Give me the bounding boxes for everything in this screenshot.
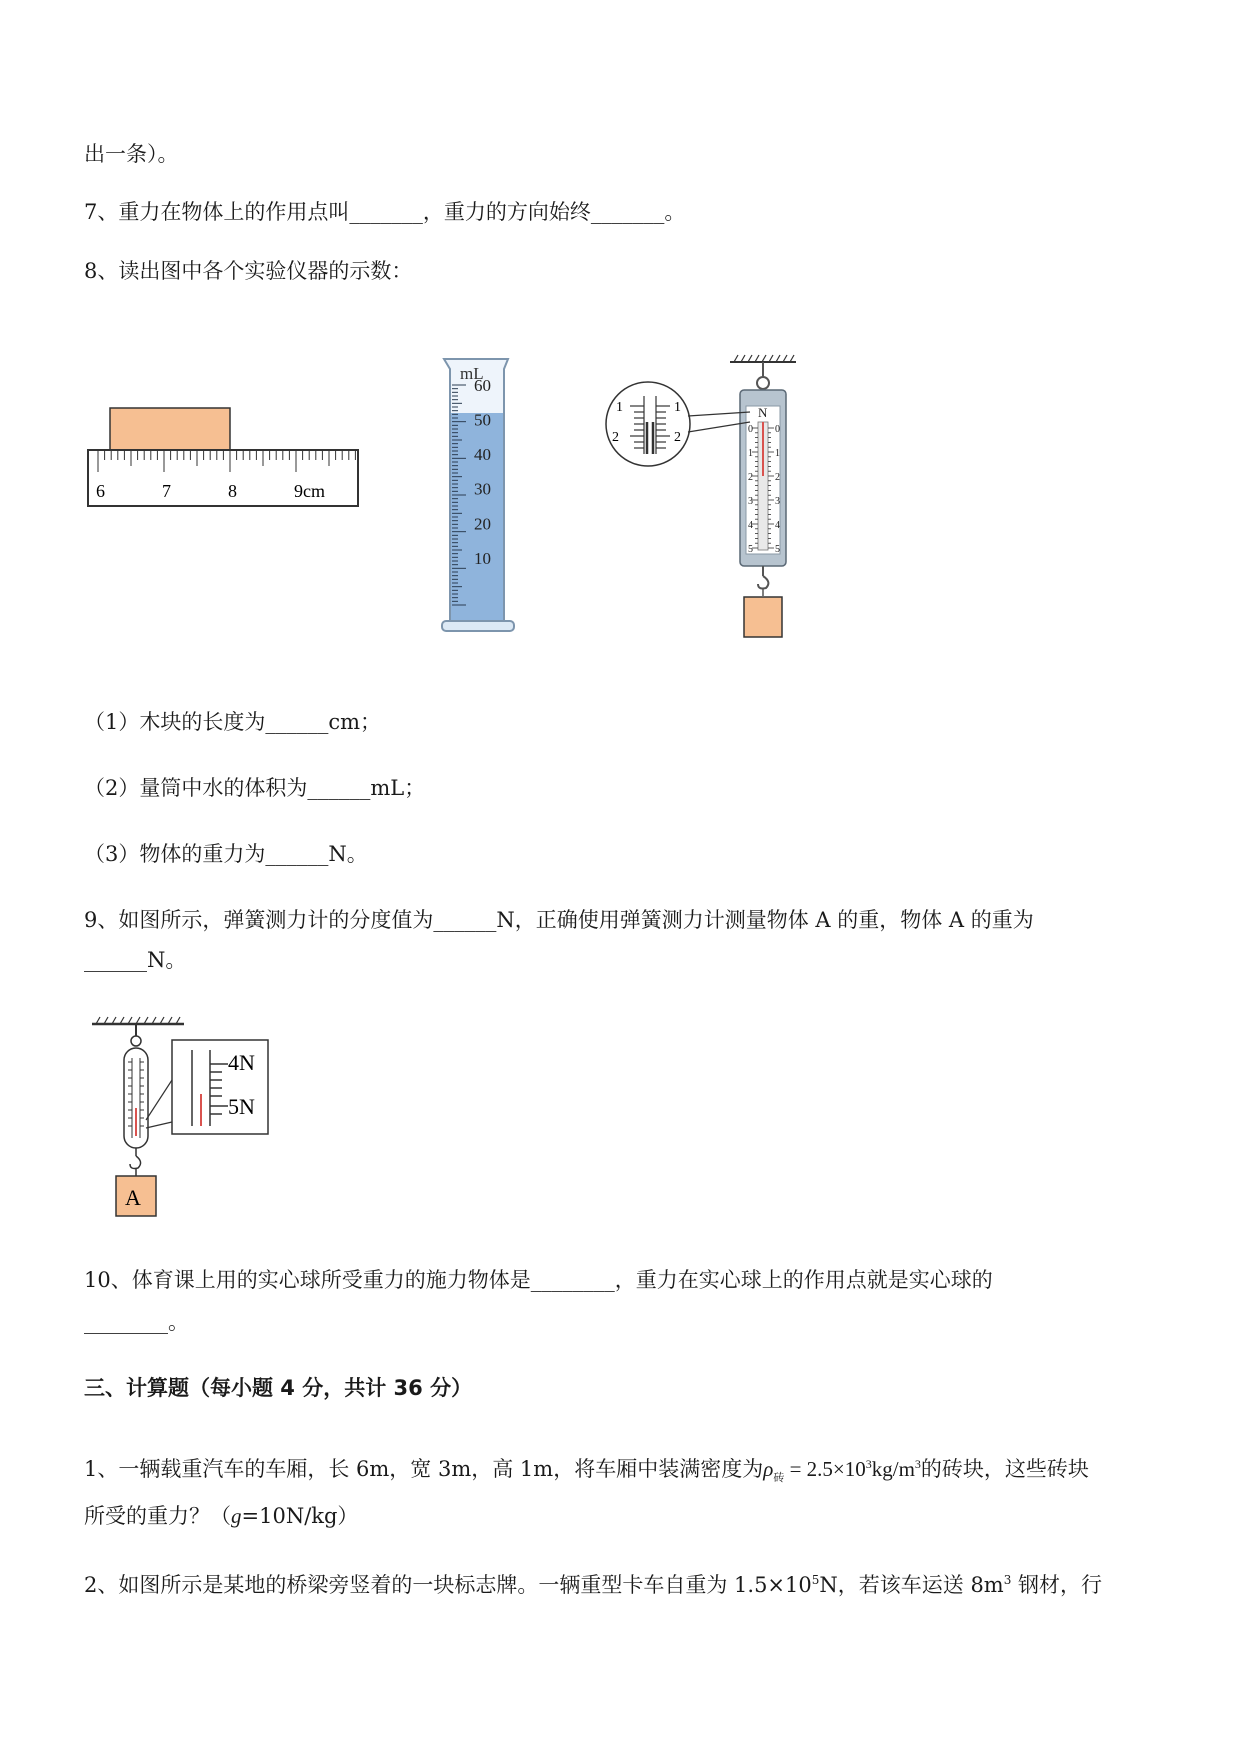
q9-block-label: A xyxy=(125,1185,141,1210)
density-exponent: 3 xyxy=(865,1457,872,1471)
scale-ring xyxy=(757,377,769,389)
question-9-line-1: 9、如图所示，弹簧测力计的分度值为______N，正确使用弹簧测力计测量物体 A 的重，物体 A 的重为 xyxy=(84,908,1034,932)
calc-question-2-text-end: 钢材，行 xyxy=(1011,1573,1103,1597)
q9-zoom-label-5n: 5N xyxy=(228,1094,255,1119)
spring-scale-figure xyxy=(600,350,810,660)
scale-label-left: 4 xyxy=(748,520,753,531)
scale-ceiling-hatch xyxy=(734,355,794,362)
cylinder-label: 10 xyxy=(474,548,491,568)
ruler-figure xyxy=(84,400,364,520)
density-formula xyxy=(763,1457,921,1485)
magnifier-label-2-left: 2 xyxy=(612,430,619,445)
scale-label-right: 2 xyxy=(775,472,780,483)
q9-hook xyxy=(130,1156,141,1169)
calc-question-1-text-end: 的砖块，这些砖块 xyxy=(920,1457,1089,1481)
scale-label-right: 1 xyxy=(775,448,780,459)
calc-question-1-text: 1、一辆载重汽车的车厢，长 6m，宽 3m，高 1m，将车厢中装满密度为 xyxy=(84,1457,764,1481)
scale-label-left: 2 xyxy=(748,472,753,483)
magnifier-label-1-left: 1 xyxy=(616,400,623,415)
ruler-label-9cm: 9cm xyxy=(294,481,325,501)
calc-question-2-line-1 xyxy=(84,1566,1102,1599)
scale-unit: N xyxy=(758,405,768,420)
wood-block xyxy=(110,408,230,450)
magnifier-label-2-right: 2 xyxy=(674,430,681,445)
cylinder-label: 50 xyxy=(474,410,491,430)
question-8: 8、读出图中各个实验仪器的示数： xyxy=(84,259,413,283)
scale-label-right: 3 xyxy=(775,496,780,507)
hanging-weight xyxy=(744,597,782,637)
volume-exponent: 3 xyxy=(1003,1573,1012,1587)
question-8-part-1: （1）木块的长度为______cm； xyxy=(84,710,382,734)
scale-label-left: 3 xyxy=(748,496,753,507)
scale-label-left: 5 xyxy=(748,544,753,555)
scale-label-left: 0 xyxy=(748,424,753,435)
cylinder-label: 40 xyxy=(474,445,491,465)
scale-label-right: 5 xyxy=(775,544,780,555)
question-7: 7、重力在物体上的作用点叫_______，重力的方向始终_______。 xyxy=(84,200,686,224)
cylinder-base xyxy=(442,621,514,631)
calc-question-1-text-2: 所受的重力？（ xyxy=(84,1504,231,1528)
cylinder-label: 20 xyxy=(474,514,491,534)
cylinder-unit: mL xyxy=(460,364,484,383)
calc-question-1-line-2 xyxy=(84,1502,358,1530)
scale-hook xyxy=(758,576,768,589)
scale-label-right: 4 xyxy=(775,520,780,531)
ruler-label-6: 6 xyxy=(96,481,105,501)
question-10-line-1: 10、体育课上用的实心球所受重力的施力物体是________，重力在实心球上的作用点就是实心球的 xyxy=(84,1268,993,1292)
rho-symbol: ρ xyxy=(763,1457,774,1481)
calc-question-2-text: 2、如图所示是某地的桥梁旁竖着的一块标志牌。一辆重型卡车自重为 1.5×10 xyxy=(84,1573,812,1597)
question-8-part-2: （2）量筒中水的体积为______mL； xyxy=(84,776,426,800)
question-8-part-3: （3）物体的重力为______N。 xyxy=(84,842,368,866)
density-value: = 2.5×10 xyxy=(784,1457,866,1481)
ruler-label-7: 7 xyxy=(162,481,171,501)
question-10-line-2: ________。 xyxy=(84,1310,189,1334)
density-unit-exponent: 3 xyxy=(914,1457,921,1471)
density-unit: kg/m xyxy=(871,1457,915,1481)
graduated-cylinder-figure xyxy=(430,355,530,645)
scale-label-right: 0 xyxy=(775,424,780,435)
weight-exponent: 5 xyxy=(811,1573,820,1587)
text-line-continuation: 出一条）。 xyxy=(84,142,179,166)
calc-question-2-text-mid: N，若该车运送 8m xyxy=(819,1573,1004,1597)
section-3-heading: 三、计算题（每小题 4 分，共计 36 分） xyxy=(84,1376,473,1400)
g-symbol: g xyxy=(231,1504,242,1528)
cylinder-label: 60 xyxy=(474,376,491,395)
question-9-line-2: ______N。 xyxy=(84,948,187,972)
scale-label-left: 1 xyxy=(748,448,753,459)
calc-question-1-line-1 xyxy=(84,1450,1089,1492)
q9-zoom-label-4n: 4N xyxy=(228,1050,255,1075)
q9-ring xyxy=(131,1036,141,1046)
magnifier-label-1-right: 1 xyxy=(674,400,681,415)
ruler-label-8: 8 xyxy=(228,481,237,501)
calc-question-1-text-3: =10N/kg） xyxy=(241,1504,359,1528)
rho-subscript: 砖 xyxy=(773,1472,785,1485)
cylinder-label: 30 xyxy=(474,479,491,499)
q9-spring-scale-figure xyxy=(88,1010,278,1225)
